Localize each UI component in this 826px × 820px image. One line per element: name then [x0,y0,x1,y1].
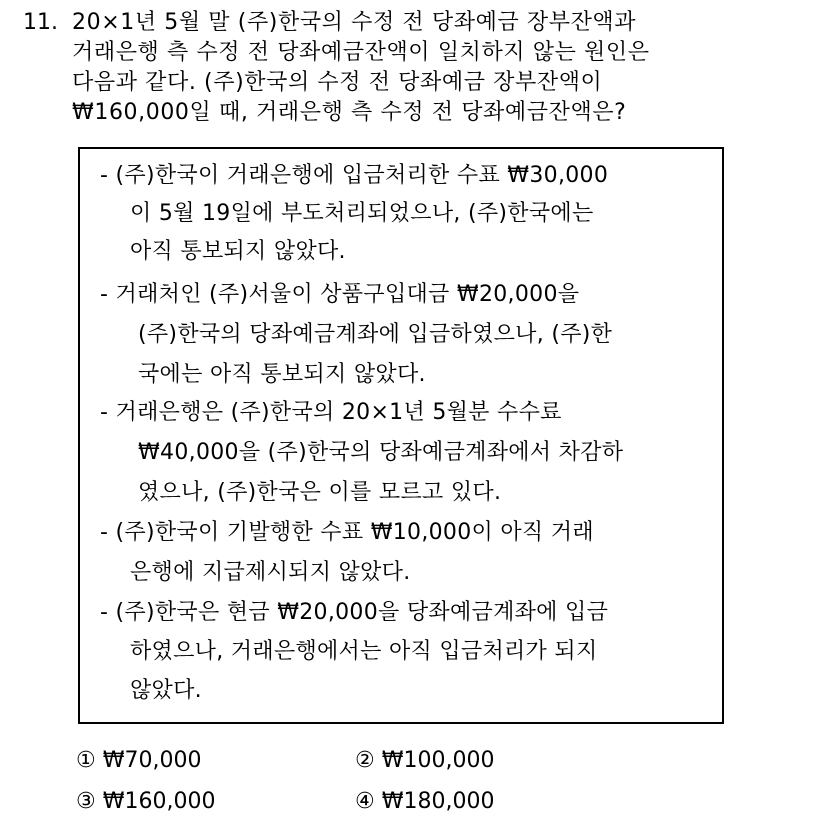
condition-1-line-3: 아직 통보되지 않았다. [130,239,346,264]
condition-2-line-3: 국에는 아직 통보되지 않았다. [138,362,426,387]
condition-2-line-2: (주)한국의 당좌예금계좌에 입금하였으나, (주)한 [138,322,613,347]
condition-2-line-1: - 거래처인 (주)서울이 상품구입대금 ₩20,000을 [100,282,580,307]
condition-1-line-1: - (주)한국이 거래은행에 입금처리한 수표 ₩30,000 [100,163,609,188]
question-number: 11. [23,10,58,35]
question-line-2: 거래은행 측 수정 전 당좌예금잔액이 일치하지 않는 원인은 [72,40,650,65]
condition-1-line-2: 이 5월 19일에 부도처리되었으나, (주)한국에는 [130,201,594,226]
condition-5-line-2: 하였으나, 거래은행에서는 아직 입금처리가 되지 [130,639,598,664]
condition-5-line-1: - (주)한국은 현금 ₩20,000을 당좌예금계좌에 입금 [100,600,609,625]
condition-5-line-3: 않았다. [130,678,202,703]
option-2[interactable]: ② ₩100,000 [355,748,495,773]
question-line-4: ₩160,000일 때, 거래은행 측 수정 전 당좌예금잔액은? [72,100,627,125]
condition-4-line-2: 은행에 지급제시되지 않았다. [130,560,411,585]
question-line-1: 20×1년 5월 말 (주)한국의 수정 전 당좌예금 장부잔액과 [72,10,637,35]
option-1[interactable]: ① ₩70,000 [76,748,202,773]
condition-3-line-2: ₩40,000을 (주)한국의 당좌예금계좌에서 차감하 [138,440,624,465]
option-3[interactable]: ③ ₩160,000 [76,789,216,814]
condition-3-line-3: 였으나, (주)한국은 이를 모르고 있다. [138,480,502,505]
condition-4-line-1: - (주)한국이 기발행한 수표 ₩10,000이 아직 거래 [100,520,594,545]
question-line-3: 다음과 같다. (주)한국의 수정 전 당좌예금 장부잔액이 [72,70,603,95]
option-4[interactable]: ④ ₩180,000 [355,789,495,814]
condition-3-line-1: - 거래은행은 (주)한국의 20×1년 5월분 수수료 [100,400,562,425]
